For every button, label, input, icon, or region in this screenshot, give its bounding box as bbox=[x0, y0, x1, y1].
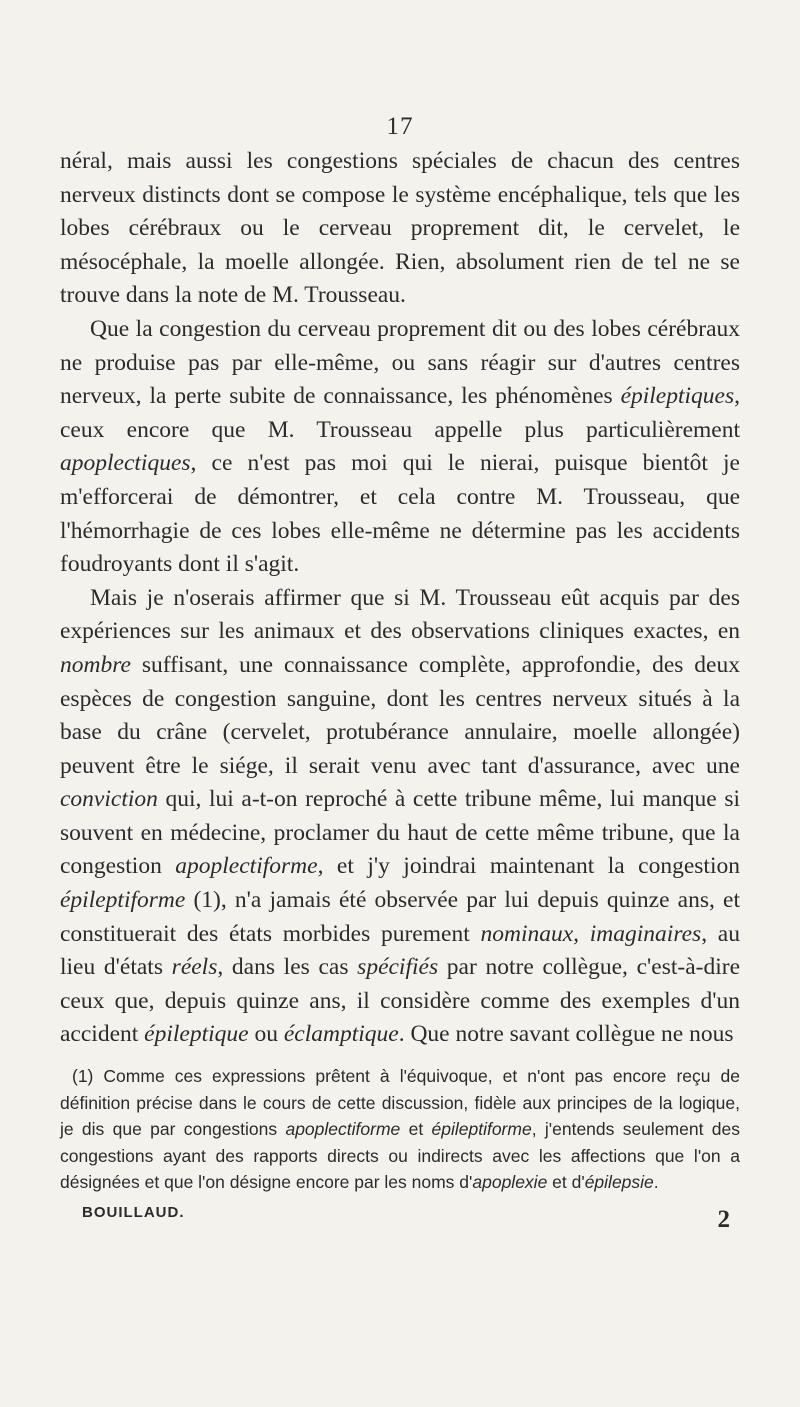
text-run: néral, mais aussi les congestions spéciales de chacun des centres nerveux distincts dont se compose le système encéphalique, tels que les lobes cérébraux ou le cerveau proprement dit, le cervelet, le mésocéphale, la moelle allongée. Rien, absolument rien de tel ne se trouve dans la note de M. Trousseau. bbox=[60, 148, 740, 309]
text-run: , ce n'est pas moi qui le nierai, puisque bientôt je m'efforcerai de démontrer, et cela contre M. Trousseau, que l'hémorrhagie de ces lobes elle-même ne détermine pas les accidents foudroyants dont il s'agit. bbox=[60, 450, 740, 578]
paragraph-1 bbox=[60, 145, 740, 313]
footnote-1 bbox=[60, 1063, 740, 1196]
text-run: . Que notre savant collègue ne nous bbox=[398, 1021, 734, 1048]
footnotes bbox=[60, 1063, 740, 1196]
text-run: , et j'y joindrai maintenant la congestion bbox=[317, 853, 740, 880]
italic-term: nombre bbox=[60, 651, 131, 678]
italic-term: épileptiques bbox=[620, 383, 735, 410]
italic-term: spécifiés bbox=[357, 954, 439, 981]
page-footer bbox=[60, 1204, 740, 1236]
italic-term: apoplectiforme bbox=[285, 1119, 401, 1139]
italic-term: épileptique bbox=[144, 1021, 249, 1048]
text-run: ou bbox=[248, 1021, 284, 1048]
italic-term: apoplectiforme bbox=[175, 853, 318, 880]
text-run: (1) Comme ces expressions prêtent à l'équivoque, et n'ont pas encore reçu de définition précise dans le cours de cette discussion, fidèle aux principes de la logique, je dis que par congestions bbox=[60, 1066, 740, 1139]
italic-term: épilepsie bbox=[584, 1172, 654, 1192]
text-run: qui, lui a-t-on reproché à cette tribune même, lui manque si souvent en médecine, proclamer du haut de cette même tribune, que la congestion bbox=[60, 786, 740, 880]
page-number: 17 bbox=[386, 113, 414, 140]
text-run: . bbox=[653, 1172, 659, 1192]
text-run: Que la congestion du cerveau proprement dit ou des lobes cérébraux ne produise pas par elle-même, ou sans réagir sur d'autres centres nerveux, la perte subite de connaissance, les phénomènes bbox=[60, 315, 740, 410]
italic-term: conviction bbox=[60, 786, 158, 813]
italic-term: nominaux, imaginaires bbox=[480, 920, 702, 947]
italic-term: épileptiforme bbox=[60, 887, 186, 914]
sheet-number: 2 bbox=[717, 1206, 730, 1233]
text-run: , j'entends seulement des congestions ayant des rapports directs ou indirects avec les affections que l'on a désignées et que l'on désigne encore par les noms d' bbox=[60, 1119, 740, 1192]
italic-term: éclamptique bbox=[283, 1021, 399, 1048]
text-run: et d' bbox=[547, 1172, 585, 1192]
text-run: par notre collègue, c'est-à-dire ceux que, depuis quinze ans, il considère comme des exemples d'un accident bbox=[60, 954, 740, 1048]
body-text bbox=[60, 145, 740, 1052]
paragraph-3 bbox=[60, 582, 740, 1052]
text-run: Mais je n'oserais affirmer que si M. Trousseau eût acquis par des expériences sur les animaux et des observations cliniques exactes, en bbox=[60, 584, 740, 645]
text-run: suffisant, une connaissance complète, approfondie, des deux espèces de congestion sanguine, dont les centres nerveux situés à la base du crâne (cervelet, protubérance annulaire, moelle allongée) peuvent être le siége, il serait venu avec tant d'assurance, avec une bbox=[60, 651, 740, 779]
paragraph-2 bbox=[60, 313, 740, 582]
printer-signature: BOUILLAUD. bbox=[82, 1204, 185, 1221]
text-run: , ceux encore que M. Trousseau appelle plus particulièrement bbox=[60, 383, 740, 443]
text-run: (1), n'a jamais été observée par lui depuis quinze ans, et constituerait des états morbides purement bbox=[60, 887, 740, 947]
italic-term: épileptiforme bbox=[431, 1119, 532, 1139]
italic-term: réels bbox=[171, 954, 218, 981]
italic-term: apoplectiques bbox=[60, 450, 191, 477]
text-run: , au lieu d'états bbox=[60, 920, 740, 981]
text-run: , dans les cas bbox=[217, 954, 358, 981]
text-run: et bbox=[400, 1119, 432, 1139]
italic-term: apoplexie bbox=[472, 1172, 548, 1192]
